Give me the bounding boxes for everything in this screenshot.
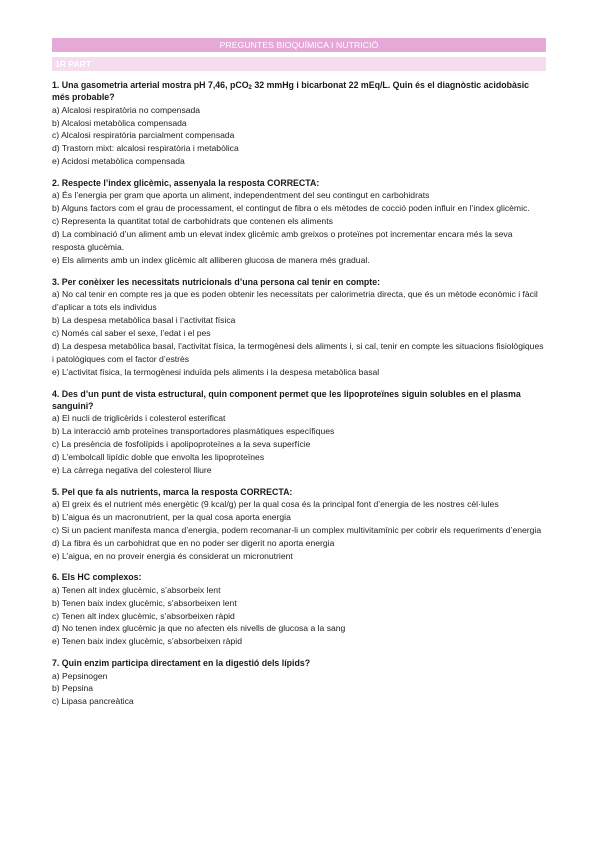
answer-option: b) Alcalosi metabòlica compensada	[52, 117, 187, 128]
question-block	[52, 79, 546, 168]
answer-option: c) Alcalosi respiratòria parcialment compensada	[52, 130, 235, 141]
answer-option: a) El greix és el nutrient més energètic (9 kcal/g) per la qual cosa és la principal font d’energia de les nostres cèl·lules	[52, 498, 499, 509]
answer-option: a) El nucli de triglicèrids i colesterol esterificat	[52, 413, 226, 424]
question-text-part: 32 mmHg i bicarbonat 22 mEq/L. Quin és el diagnòstic acidobàsic més probable?	[52, 80, 530, 103]
answer-option: e) Els aliments amb un index glicèmic alt alliberen glucosa de manera més gradual.	[52, 254, 370, 265]
question-block	[52, 657, 546, 708]
option-list	[52, 189, 546, 266]
answer-option: e) Tenen baix index glucèmic, s’absorbeixen ràpid	[52, 636, 242, 647]
subscript: 2	[248, 85, 252, 91]
answer-option: d) Trastorn mixt: alcalosi respiratòria i metabòlica	[52, 143, 239, 154]
answer-option: d) La despesa metabòlica basal, l’activitat física, la termogènesi dels aliments i, si cal, tenir en compte les situacions fisiològiques i patològiques com el factor d’estrès	[52, 340, 544, 364]
answer-option: d) La combinació d’un aliment amb un elevat index glicèmic amb greixos o proteïnes pot incrementar encara més la seva resposta glucèmia.	[52, 229, 513, 253]
answer-option: a) Alcalosi respiratòria no compensada	[52, 104, 201, 115]
answer-option: b) La interacció amb proteïnes transportadores plasmàtiques específiques	[52, 426, 335, 436]
question-text: 6. Els HC complexos:	[52, 572, 142, 583]
answer-option: e) L’aigua, en no proveir energia és considerat un micronutrient	[52, 550, 293, 561]
answer-option: b) Pepsina	[52, 683, 94, 694]
answer-option: a) No cal tenir en compte res ja que es poden obtenir les necessitats per calorimetria directa, que és un mètode econòmic i fàcil d’aplicar a tots els individus	[52, 289, 538, 313]
answer-option: a) És l’energia per gram que aporta un aliment, independentment del seu contingut en carbohidrats	[52, 190, 430, 201]
question-text: 4. Des d’un punt de vista estructural, quin component permet que les lipoproteïnes siguin solubles en el plasma sanguini?	[52, 388, 521, 411]
answer-option: e) L’activitat física, la termogènesi induïda pels aliments i la despesa metabòlica basal	[52, 366, 380, 377]
question-block	[52, 177, 546, 267]
answer-option: e) La càrrega negativa del colesterol lliure	[52, 464, 212, 475]
answer-option: c) Tenen alt index glucèmic, s’absorbeixen ràpid	[52, 610, 235, 621]
answer-option: c) Representa la quantitat total de carbohidrats que contenen els aliments	[52, 216, 333, 227]
answer-option: b) L’aigua és un macronutrient, per la qual cosa aporta energia	[52, 511, 291, 522]
answer-option: d) No tenen index glucèmic ja que no afecten els nivells de glucosa a la sang	[52, 623, 346, 634]
answer-option: e) Acidosi metabòlica compensada	[52, 156, 185, 167]
option-list	[52, 412, 546, 477]
question-block	[52, 486, 546, 563]
option-list	[52, 288, 546, 378]
question-block	[52, 276, 546, 379]
answer-option: b) Alguns factors com el grau de processament, el contingut de fibra o els mètodes de cocció poden influir en l’index glicèmic.	[52, 203, 530, 214]
question-text: 7. Quin enzim participa directament en la digestió dels lípids?	[52, 658, 311, 669]
answer-option: c) La presència de fosfolípids i apolipoproteïnes a la seva superfície	[52, 438, 311, 449]
answer-option: a) Pepsinogen	[52, 670, 108, 681]
question-text: 2. Respecte l’index glicèmic, assenyala la resposta CORRECTA:	[52, 178, 320, 189]
answer-option: b) La despesa metabòlica basal i l’activitat física	[52, 314, 236, 325]
question-text: 3. Per conèixer les necessitats nutricionals d’una persona cal tenir en compte:	[52, 276, 381, 287]
answer-option: a) Tenen alt index glucèmic, s’absorbeix lent	[52, 584, 221, 595]
question-text: 5. Pel que fa als nutrients, marca la resposta CORRECTA:	[52, 486, 293, 497]
document-page	[52, 38, 546, 708]
document-title: PREGUNTES BIOQUÍMICA I NUTRICIÓ	[52, 38, 546, 52]
option-list	[52, 104, 546, 169]
answer-option: d) La fibra és un carbohidrat que en no poder ser digerit no aporta energia	[52, 537, 335, 548]
part-heading: 1R PART	[52, 57, 546, 71]
option-list	[52, 670, 546, 709]
answer-option: b) Tenen baix index glucèmic, s’absorbeixen lent	[52, 597, 237, 608]
option-list	[52, 498, 546, 563]
answer-option: c) Si un pacient manifesta manca d’energia, podem recomanar-li un complex multivitamínic per cobrir els requeriments d’energia	[52, 524, 542, 535]
answer-option: c) Lipasa pancreàtica	[52, 696, 134, 707]
question-text	[52, 79, 546, 104]
answer-option: c) Només cal saber el sexe, l’edat i el pes	[52, 327, 211, 338]
question-block	[52, 388, 546, 477]
question-text-part: 1. Una gasometria arterial mostra pH 7,46, pCO	[52, 80, 249, 90]
question-list	[52, 79, 546, 708]
question-block	[52, 571, 546, 648]
option-list	[52, 584, 546, 649]
answer-option: d) L’embolcall lipídic doble que envolta les lipoproteïnes	[52, 451, 265, 462]
